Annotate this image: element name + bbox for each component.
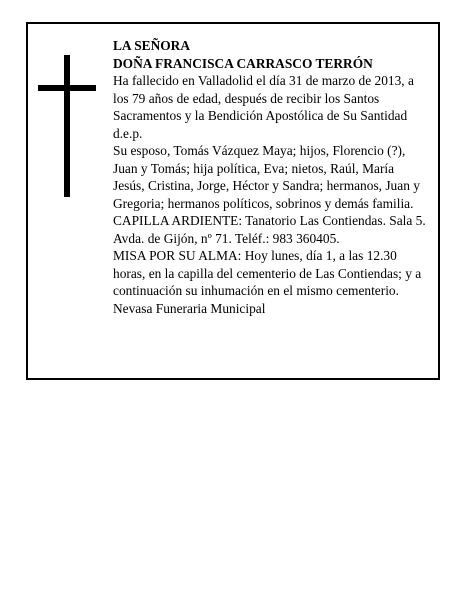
mass-information: MISA POR SU ALMA: Hoy lunes, día 1, a las 12.30 horas, en la capilla del cementerio de Las Contiendas; y a continuación su inhumación en el mismo cementerio. [113,248,422,298]
family-mourners: Su esposo, Tomás Vázquez Maya; hijos, Florencio (?), Juan y Tomás; hija política, Eva; nietos, Raúl, María Jesús, Cristina, Jorge, Héctor y Sandra; hermanos, Juan y Gregoria; hermanos políticos, sobrinos y demás familia. [113,143,420,211]
funeral-home-name: Nevasa Funeraria Municipal [113,300,266,316]
death-announcement: Ha fallecido en Valladolid el día 31 de marzo de 2013, a los 79 años de edad, después de recibir los Santos Sacramentos y la Bendición Apostólica de Su Santidad d.e.p. [113,73,414,141]
obituary-text-block [113,37,429,317]
cross-icon [64,55,70,197]
chapel-information: CAPILLA ARDIENTE: Tanatorio Las Contiendas. Sala 5. Avda. de Gijón, nº 71. Teléf.: 983 360405. [113,213,426,246]
deceased-name: DOÑA FRANCISCA CARRASCO TERRÓN [113,55,373,71]
cross-icon-crossbar [38,85,96,91]
notice-title: LA SEÑORA [113,38,191,53]
